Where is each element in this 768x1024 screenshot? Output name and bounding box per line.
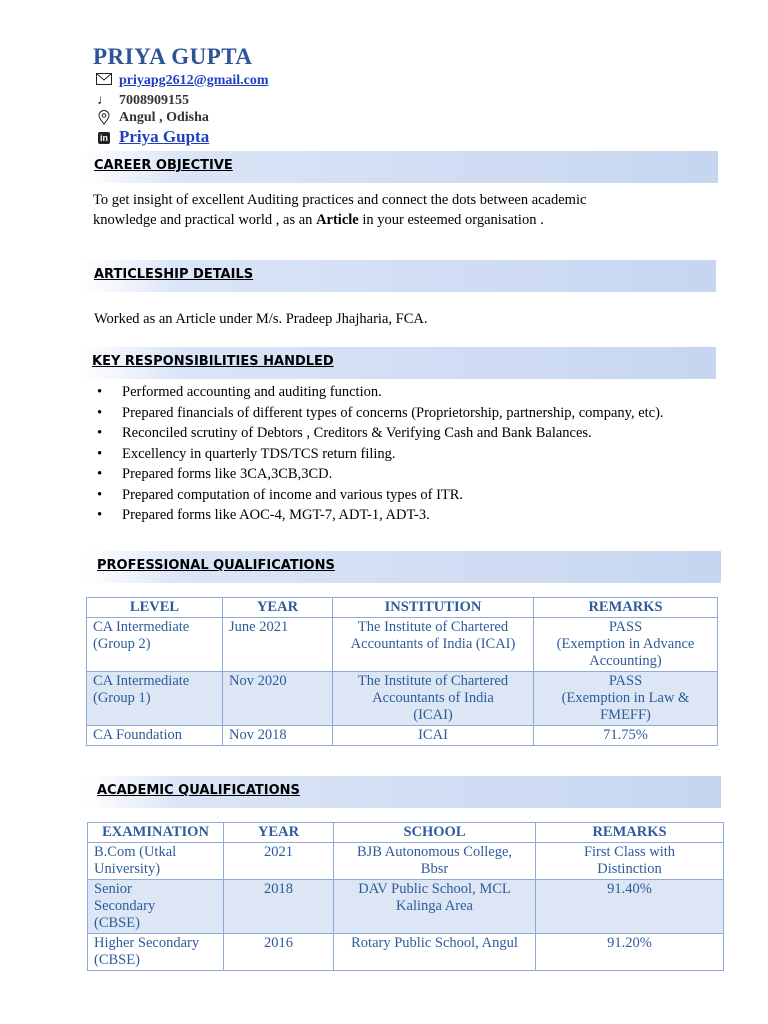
cell-line: PASS [608,673,643,689]
column-header: INSTITUTION [333,598,534,618]
table-row [87,618,718,672]
column-header: EXAMINATION [88,823,224,843]
column-header: SCHOOL [334,823,536,843]
envelope-icon [95,73,113,90]
table-cell-exam [88,934,224,971]
table-cell-exam [88,843,224,880]
cell-line: (Exemption in Law & [561,690,690,706]
column-header: REMARKS [534,598,718,618]
cell-line: ICAI [418,727,448,743]
table-cell-school [334,934,536,971]
career-objective-header [82,151,718,183]
cell-line: Distinction [597,861,662,877]
responsibilities-list [94,382,734,526]
responsibilities-header [82,347,716,379]
table-row [88,934,724,971]
table-cell-year: 2016 [224,934,334,971]
cell-line: Kalinga Area [396,898,473,914]
section-title: ARTICLESHIP DETAILS [94,267,254,282]
table-cell-year: 2018 [224,880,334,934]
table-cell-exam [88,880,224,934]
location-pin-icon [95,110,113,130]
email-link[interactable]: priyapg2612@gmail.com [119,73,269,88]
table-row [88,880,724,934]
section-title: ACADEMIC QUALIFICATIONS [97,783,300,798]
cell-line: 71.75% [603,727,648,743]
responsibility-item: • Prepared forms like AOC-4, MGT-7, ADT-1, ADT-3. [94,505,734,526]
table-cell-institution [333,672,534,726]
cell-line: DAV Public School, MCL [358,881,511,897]
table-cell-level [87,726,223,746]
articleship-header [82,260,716,292]
cell-line: Accountants of India (ICAI) [350,636,516,652]
cell-line: 91.20% [607,935,652,951]
table-cell-remarks [536,880,724,934]
cell-line: Senior [94,881,132,897]
cell-line: First Class with [583,844,676,860]
linkedin-row [95,127,395,150]
responsibility-item: • Prepared computation of income and various types of ITR. [94,485,734,506]
table-cell-year: Nov 2020 [223,672,333,726]
cell-line: (CBSE) [94,915,140,931]
cell-line: Accountants of India [372,690,494,706]
email-row [95,73,395,91]
academic-table [87,822,724,971]
cell-line: FMEFF) [600,707,651,723]
table-cell-school [334,880,536,934]
professional-header [85,551,721,583]
table-cell-level [87,618,223,672]
table-cell-year: Nov 2018 [223,726,333,746]
cell-line: CA Foundation [93,727,183,743]
responsibility-item: • Performed accounting and auditing function. [94,382,734,403]
table-cell-remarks [534,672,718,726]
location-row [95,110,395,128]
professional-table [86,597,718,746]
table-cell-institution [333,726,534,746]
table-cell-year: 2021 [224,843,334,880]
cell-line: (Group 1) [93,690,151,706]
career-objective-text [93,191,723,230]
articleship-text: Worked as an Article under M/s. Pradeep Jhajharia, FCA. [94,311,428,327]
phone-row [95,93,395,111]
location-text: Angul , Odisha [119,110,209,125]
table-cell-remarks [534,618,718,672]
cell-line: Accounting) [589,653,662,669]
responsibility-item: • Excellency in quarterly TDS/TCS return filing. [94,444,734,465]
table-cell-remarks [536,934,724,971]
cell-line: (Group 2) [93,636,151,652]
section-title: PROFESSIONAL QUALIFICATIONS [97,558,335,573]
section-title: KEY RESPONSIBILITIES HANDLED [92,354,334,369]
column-header: YEAR [223,598,333,618]
phone-number: 7008909155 [119,93,189,108]
table-cell-institution [333,618,534,672]
cell-line: Bbsr [420,861,449,877]
responsibility-item: • Reconciled scrutiny of Debtors , Creditors & Verifying Cash and Bank Balances. [94,423,734,444]
table-header-row [88,823,724,843]
table-header-row [87,598,718,618]
academic-header [85,776,721,808]
cell-line: BJB Autonomous College, [356,844,513,860]
table-cell-year: June 2021 [223,618,333,672]
responsibility-item: • Prepared forms like 3CA,3CB,3CD. [94,464,734,485]
cell-line: The Institute of Chartered [357,673,509,689]
objective-line: knowledge and practical world , as an Article in your esteemed organisation . [93,211,544,228]
table-cell-level [87,672,223,726]
linkedin-icon: in [100,133,108,143]
table-row [87,672,718,726]
objective-line: To get insight of excellent Auditing practices and connect the dots between academic [93,192,587,208]
phone-icon: ♩ [97,93,111,108]
responsibility-item: • Prepared financials of different types of concerns (Proprietorship, partnership, company, etc). [94,403,734,424]
candidate-name: PRIYA GUPTA [93,44,253,69]
column-header: LEVEL [87,598,223,618]
cell-line: The Institute of Chartered [357,619,509,635]
cell-line: (CBSE) [94,952,140,968]
cell-line: 91.40% [607,881,652,897]
column-header: REMARKS [536,823,724,843]
cell-line: University) [94,861,161,877]
cell-line: B.Com (Utkal [94,844,177,860]
cell-line: (ICAI) [413,707,453,723]
cell-line: Higher Secondary [94,935,200,951]
cell-line: PASS [608,619,643,635]
table-cell-school [334,843,536,880]
section-title: CAREER OBJECTIVE [94,158,233,173]
table-row [88,843,724,880]
cell-line: Secondary [94,898,156,914]
table-cell-remarks [534,726,718,746]
cell-line: CA Intermediate [93,619,190,635]
table-cell-remarks [536,843,724,880]
linkedin-link[interactable]: Priya Gupta [119,127,210,146]
cell-line: CA Intermediate [93,673,190,689]
cell-line: Rotary Public School, Angul [351,935,518,951]
table-row [87,726,718,746]
cell-line: (Exemption in Advance [556,636,695,652]
column-header: YEAR [224,823,334,843]
